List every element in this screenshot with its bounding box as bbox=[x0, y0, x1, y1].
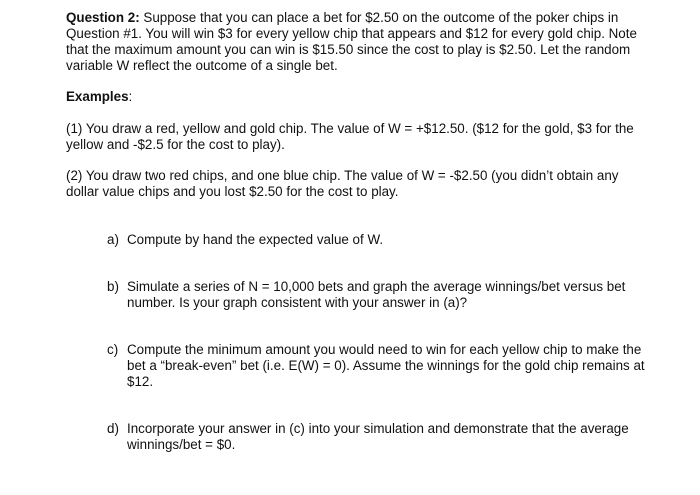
example-1: (1) You draw a red, yellow and gold chip. The value of W = +$12.50. ($12 for the gold, $3 for the yellow and -$2.5 for the cost to play). bbox=[66, 121, 634, 152]
part-d-marker: d) bbox=[107, 421, 119, 436]
examples-heading-colon: : bbox=[128, 89, 133, 104]
examples-heading-text: Examples bbox=[66, 89, 129, 104]
part-c-marker: c) bbox=[107, 342, 119, 357]
part-c bbox=[107, 342, 652, 390]
part-b bbox=[107, 279, 652, 311]
question-text: Suppose that you can place a bet for $2.50 on the outcome of the poker chips in Question #1. You will win $3 for every yellow chip that appears and $12 for every gold chip. Note that the maximum amount you can win is $15.50 since the cost to play is $2.50. Let the random variable W reflect the outcome of a single bet. bbox=[66, 10, 637, 73]
part-a bbox=[107, 232, 652, 248]
examples-heading bbox=[66, 89, 646, 105]
part-b-marker: b) bbox=[107, 279, 119, 294]
part-d bbox=[107, 421, 652, 453]
question-paragraph bbox=[66, 10, 646, 74]
part-c-text: Compute the minimum amount you would need to win for each yellow chip to make the bet a “break-even” bet (i.e. E(W) = 0). Assume the winnings for the gold chip remains at $12. bbox=[127, 342, 645, 389]
question-label: Question 2: bbox=[66, 10, 140, 25]
part-b-text: Simulate a series of N = 10,000 bets and graph the average winnings/bet versus bet number. Is your graph consistent with your answer in (a)? bbox=[127, 279, 626, 310]
example-2: (2) You draw two red chips, and one blue chip. The value of W = -$2.50 (you didn’t obtain any dollar value chips and you lost $2.50 for the cost to play. bbox=[66, 168, 619, 199]
part-d-text: Incorporate your answer in (c) into your simulation and demonstrate that the average winnings/bet = $0. bbox=[127, 421, 629, 452]
part-a-text: Compute by hand the expected value of W. bbox=[127, 232, 384, 247]
part-a-marker: a) bbox=[107, 232, 119, 247]
